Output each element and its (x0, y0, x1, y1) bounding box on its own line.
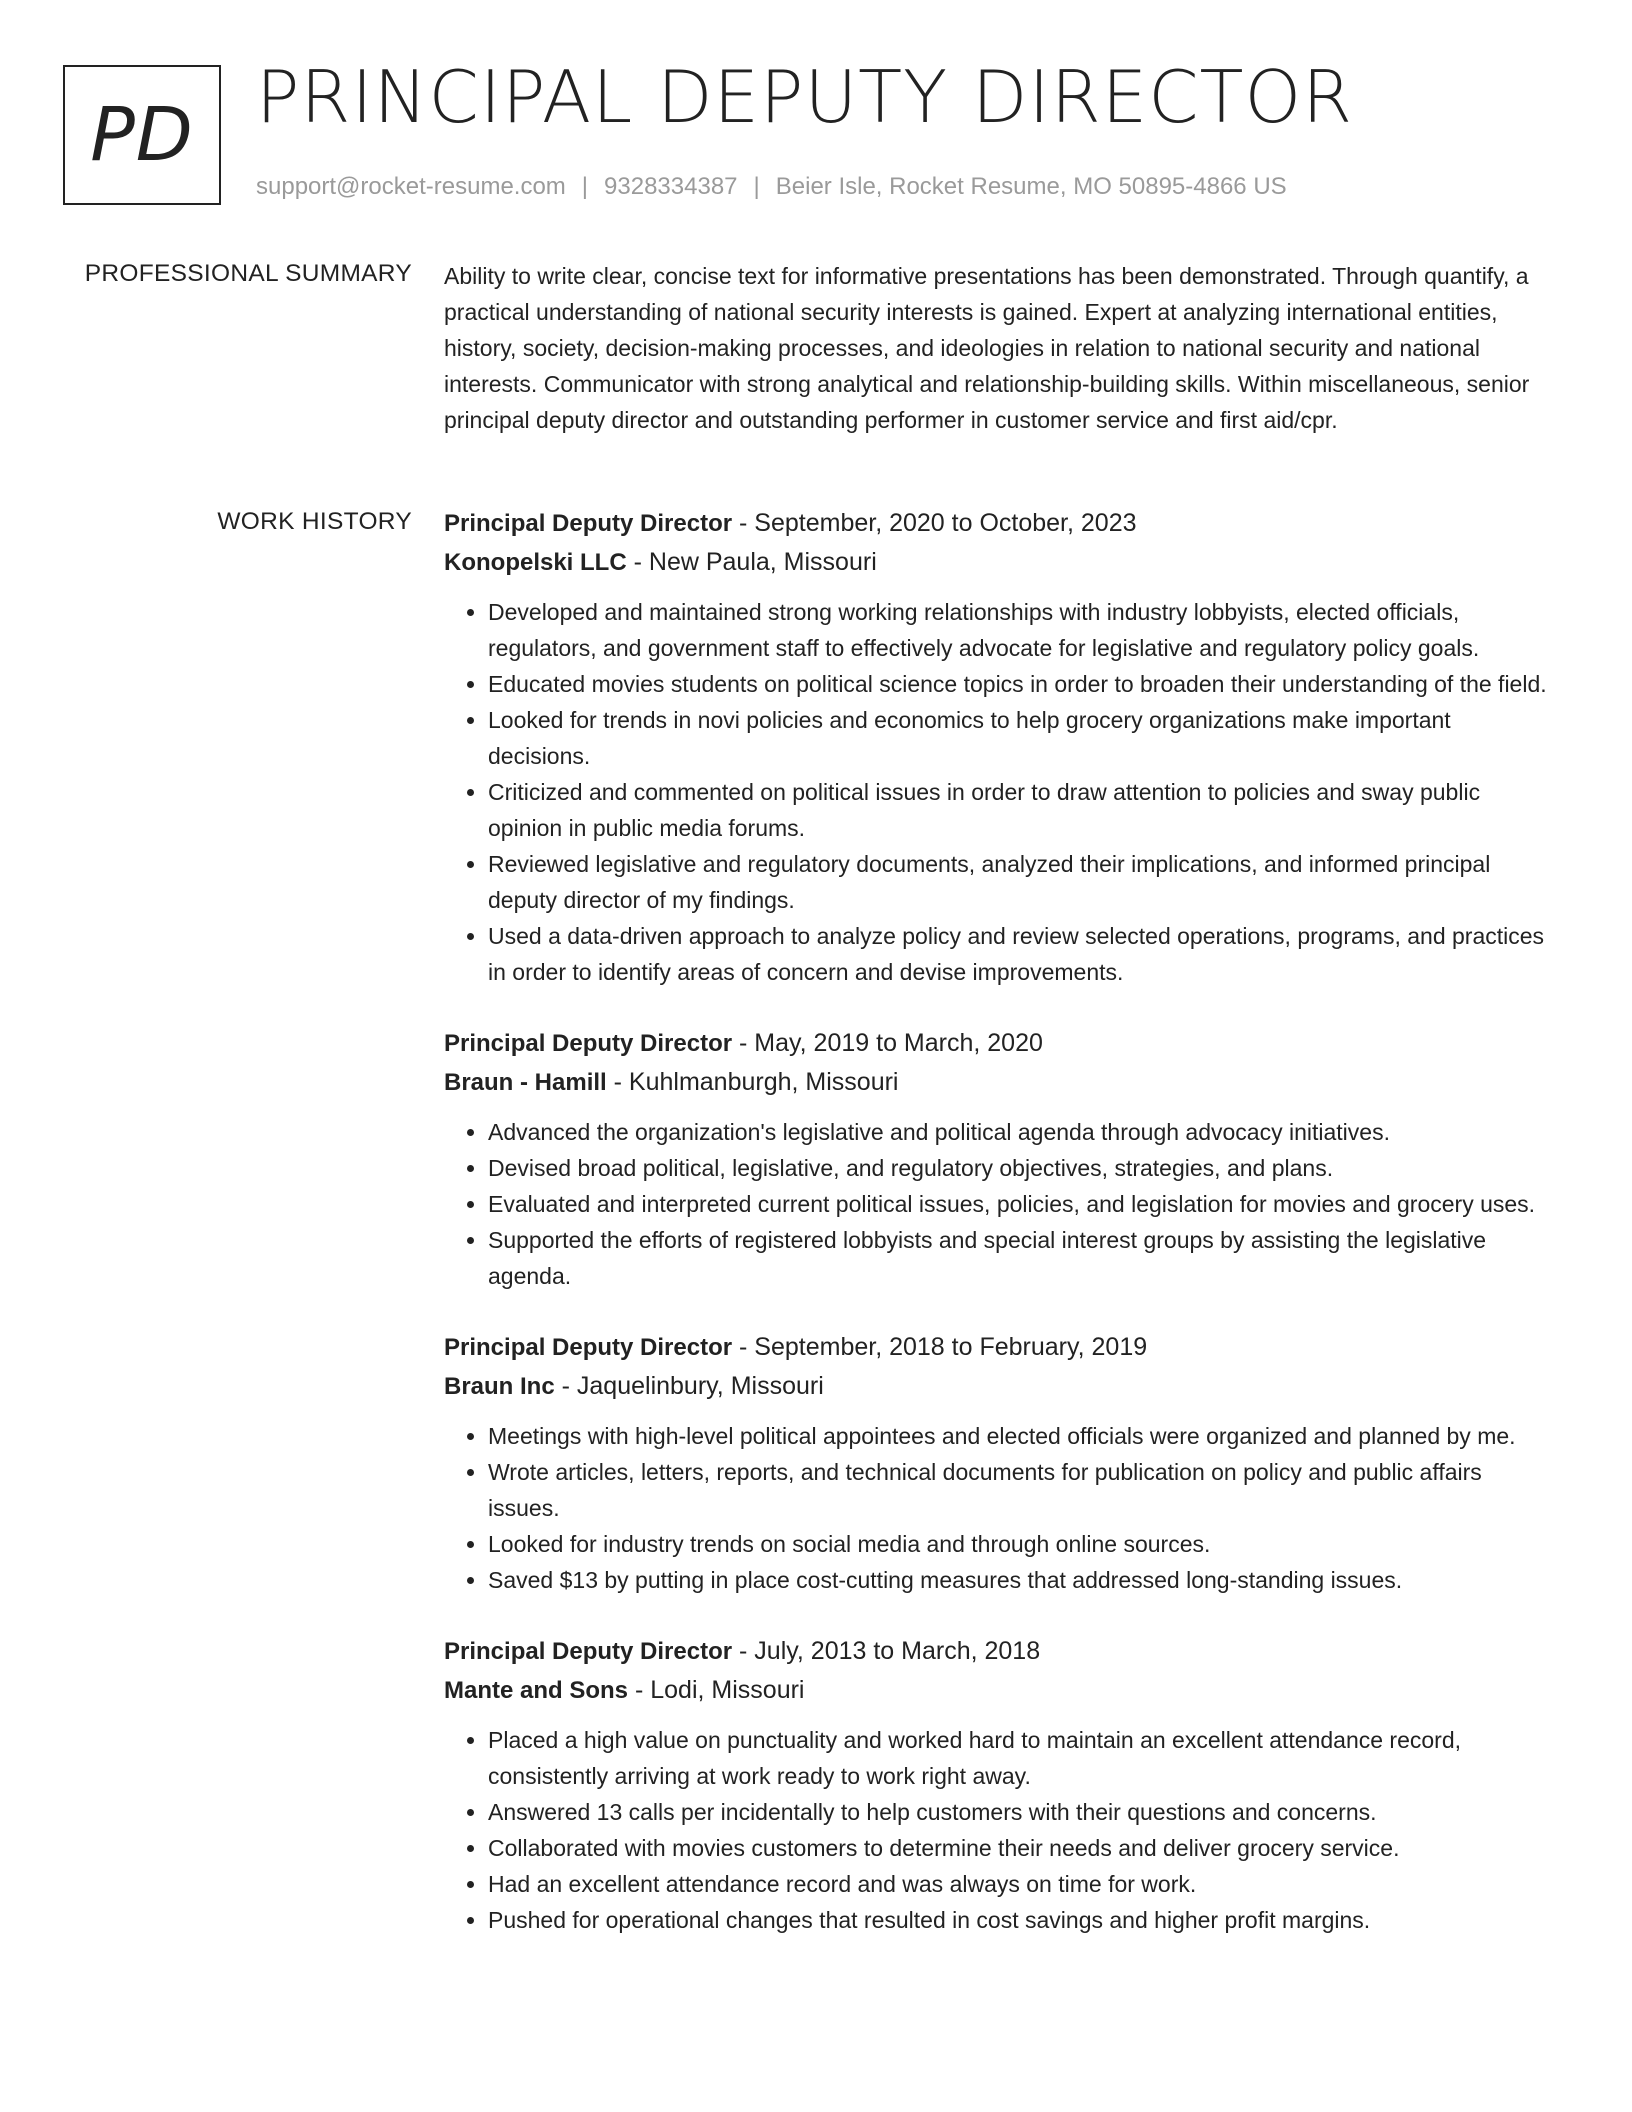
job-bullet: • Evaluated and interpreted current political issues, policies, and legislation for movies and grocery uses. (488, 1186, 1554, 1222)
job-entry (444, 1632, 1554, 1938)
job-bullet: • Used a data-driven approach to analyze policy and review selected operations, programs, and practices in order to identify areas of concern and devise improvements. (488, 918, 1554, 990)
job-title-line (444, 1632, 1554, 1671)
job-entry (444, 504, 1554, 990)
job-title-line (444, 504, 1554, 543)
job-bullet: • Looked for industry trends on social media and through online sources. (488, 1526, 1554, 1562)
job-bullet: • Collaborated with movies customers to determine their needs and deliver grocery service. (488, 1830, 1554, 1866)
job-bullet-list (444, 594, 1554, 990)
job-bullet: • Meetings with high-level political appointees and elected officials were organized and planned by me. (488, 1418, 1554, 1454)
job-bullet: • Advanced the organization's legislative and political agenda through advocacy initiatives. (488, 1114, 1554, 1150)
job-title-line (444, 1328, 1554, 1367)
job-title: Principal Deputy Director (444, 1334, 733, 1361)
job-bullet: • Devised broad political, legislative, and regulatory objectives, strategies, and plans. (488, 1150, 1554, 1186)
work-history-section (444, 504, 1554, 1938)
job-bullet: • Placed a high value on punctuality and worked hard to maintain an excellent attendance record, consistently arriving at work ready to work right away. (488, 1722, 1554, 1794)
job-dates: - September, 2018 to February, 2019 (732, 1333, 1148, 1361)
job-company: Mante and Sons (444, 1677, 629, 1704)
job-company-line (444, 1063, 1554, 1102)
job-bullet-list (444, 1722, 1554, 1938)
job-bullet: • Looked for trends in novi policies and economics to help grocery organizations make important decisions. (488, 702, 1554, 774)
job-title: Principal Deputy Director (444, 510, 733, 537)
job-location: - New Paula, Missouri (626, 548, 877, 576)
job-company-line (444, 1367, 1554, 1406)
job-bullet: • Reviewed legislative and regulatory documents, analyzed their implications, and informed principal deputy director of my findings. (488, 846, 1554, 918)
contact-separator: | (753, 173, 760, 200)
job-bullet: • Answered 13 calls per incidentally to help customers with their questions and concerns. (488, 1794, 1554, 1830)
job-location: - Kuhlmanburgh, Missouri (606, 1068, 899, 1096)
summary-text: Ability to write clear, concise text for informative presentations has been demonstrated. Through quantify, a practical understanding of national security interests is gained. Expert at analyzing international entities, history, society, decision-making processes, and ideologies in relation to national security and national interests. Communicator with strong analytical and relationship-building skills. Within miscellaneous, senior principal deputy director and outstanding performer in customer service and first aid/cpr. (444, 263, 1530, 433)
resume-name: PRINCIPAL DEPUTY DIRECTOR (256, 55, 1354, 139)
job-title: Principal Deputy Director (444, 1638, 733, 1665)
job-company-line (444, 543, 1554, 582)
summary-section (444, 258, 1554, 438)
contact-email[interactable]: support@rocket-resume.com (256, 173, 566, 200)
job-bullet: • Saved $13 by putting in place cost-cutting measures that addressed long-standing issues. (488, 1562, 1554, 1598)
job-location: - Lodi, Missouri (628, 1676, 805, 1704)
job-entry (444, 1024, 1554, 1294)
monogram-box (63, 65, 221, 205)
contact-separator: | (581, 173, 589, 200)
job-bullet: • Educated movies students on political science topics in order to broaden their understanding of the field. (488, 666, 1554, 702)
job-company: Braun Inc (444, 1373, 555, 1400)
job-bullet: • Wrote articles, letters, reports, and technical documents for publication on policy and public affairs issues. (488, 1454, 1554, 1526)
work-history-section-label: WORK HISTORY (217, 508, 412, 535)
contact-line (256, 173, 1287, 201)
job-location: - Jaquelinbury, Missouri (554, 1372, 824, 1400)
job-entry (444, 1328, 1554, 1598)
job-bullet: • Had an excellent attendance record and was always on time for work. (488, 1866, 1554, 1902)
job-bullet-list (444, 1418, 1554, 1598)
job-title-line (444, 1024, 1554, 1063)
summary-section-label: PROFESSIONAL SUMMARY (84, 260, 412, 287)
contact-phone[interactable]: 9328334387 (604, 173, 738, 200)
job-bullet: • Pushed for operational changes that resulted in cost savings and higher profit margins. (488, 1902, 1554, 1938)
job-dates: - September, 2020 to October, 2023 (732, 509, 1137, 537)
job-dates: - May, 2019 to March, 2020 (732, 1029, 1043, 1057)
job-company: Konopelski LLC (444, 549, 627, 576)
job-bullet: • Criticized and commented on political issues in order to draw attention to policies and sway public opinion in public media forums. (488, 774, 1554, 846)
job-title: Principal Deputy Director (444, 1030, 733, 1057)
job-bullet-list (444, 1114, 1554, 1294)
contact-address: Beier Isle, Rocket Resume, MO 50895-4866 US (775, 173, 1287, 200)
job-dates: - July, 2013 to March, 2018 (732, 1637, 1041, 1665)
job-bullet: • Supported the efforts of registered lobbyists and special interest groups by assisting the legislative agenda. (488, 1222, 1554, 1294)
job-company-line (444, 1671, 1554, 1710)
job-company: Braun - Hamill (444, 1069, 607, 1096)
job-bullet: • Developed and maintained strong working relationships with industry lobbyists, elected officials, regulators, and government staff to effectively advocate for legislative and regulatory policy goals. (488, 594, 1554, 666)
monogram-initials: PD (90, 92, 194, 178)
